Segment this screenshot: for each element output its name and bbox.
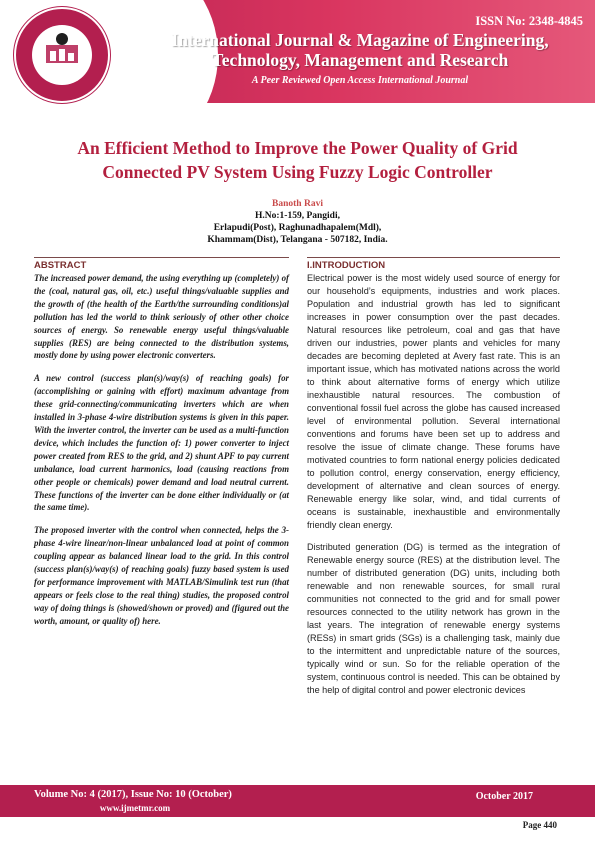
abstract-paragraph: The increased power demand, the using everything up (completely) of the (coal, natural gas, oil, etc.) useful things/valuable supplies and the growth of (the health of the Earth/the surrounding conditions)al pollution has led the world to think seriously of other other choice sources of energy. So renewable energy useful things/valuable supplies (RES) are being connected to the distribution systems, mostly done by using power electronic converters. <box>34 273 289 361</box>
journal-title-line1: International Journal & Magazine of Engineering, <box>171 30 549 50</box>
introduction-section <box>307 257 560 706</box>
journal-website-link[interactable]: www.ijmetmr.com <box>99 803 171 813</box>
section-divider <box>307 257 560 258</box>
abstract-heading: ABSTRACT <box>34 260 87 271</box>
journal-title-line2: Technology, Management and Research <box>211 50 509 70</box>
section-divider <box>34 257 289 258</box>
author-affiliation <box>0 210 595 246</box>
abstract-paragraph: A new control (success plan(s)/way(s) of reaching goals) for (accomplishing or gaining with effort) maximum advantage from these grid-connecting/communicating inverters which are when installed in 3-phase 4-wire distribution systems is given in this paper. With the inverter control, the inverter can be used as a multi-function device, which includes the function of: 1) power converter to inject power created from RES to the grid, and 2) shunt APF to pay current unbalance, load current harmonics, load (causing reactions from other people or chemicals) power demand and load neutral current. These functions of the inverter can be done either individually or (at the same time). <box>34 373 289 513</box>
introduction-paragraph: Distributed generation (DG) is termed as the integration of Renewable energy source (RES) at the distribution level. The number of distributed generation (DG) units, including both renewable and non renewable sources, for small rural communities not connected to the grid and for small power resources connected to the utility network has grown in the last years. The integration of renewable energy systems (RESs) in smart grids (SGs) is a challenging task, mainly due to the intermittent and unpredictable nature of the sources, typically wind or sun. So for the reliable operation of the system, continuous control is needed. This can be obtained by the help of digital control and power electronic devices <box>307 542 560 695</box>
abstract-section <box>34 257 289 638</box>
journal-footer <box>0 785 595 817</box>
issn-number: ISSN No: 2348-4845 <box>475 14 583 28</box>
paper-title-line2: Connected PV System Using Fuzzy Logic Controller <box>102 162 493 182</box>
issue-date: October 2017 <box>475 791 533 802</box>
page-number: Page 440 <box>522 820 557 830</box>
introduction-paragraph: Electrical power is the most widely used source of energy for our household’s equipments, industries and work places. Population and industrial growth has led to significant increases in power consumption over the past decades. Natural resources like petroleum, coal and gas that have driven our industries, power plants and vehicles for many decades are becoming depleted at Avery fast rate. This is an important issue, which has motivated nations across the world to think about alternative forms of energy which utilize inexhaustible natural resources. The combustion of conventional fossil fuel across the globe has caused increased level of environmental pollution. Several international conventions and forums have been set up to address and resolve the issue of climate change. These forums have motivated countries to form national energy policies dedicated to pollution control, energy conservation, energy efficiency, development of alternative and clean sources of energy. Renewable energy like solar, wind, and tidal currents of oceans is sustainable, inexhaustible and environmentally friendly clean energy. <box>307 273 560 530</box>
affiliation-line3: Khammam(Dist), Telangana - 507182, India. <box>207 235 388 245</box>
journal-logo <box>14 7 110 103</box>
affiliation-line2: Erlapudi(Post), Raghunadhapalem(Mdl), <box>213 223 382 233</box>
journal-subtitle: A Peer Reviewed Open Access International Journal <box>251 75 469 86</box>
volume-issue: Volume No: 4 (2017), Issue No: 10 (October) <box>34 789 232 800</box>
paper-title <box>40 136 555 184</box>
introduction-heading: I.INTRODUCTION <box>307 260 386 271</box>
logo-emblem-icon <box>16 9 108 101</box>
author-name: Banoth Ravi <box>272 199 323 209</box>
abstract-paragraph: The proposed inverter with the control when connected, helps the 3-phase 4-wire linear/non-linear unbalanced load at point of common coupling appear as balanced linear load to the grid. In this control (success plan(s)/way(s) of reaching goals) fuzzy based system is used for performance improvement with MATLAB/Simulink test run (that appears or feels close to the real thing) studies, the proposed control way of doing things is (showed/shown or proved) and (figured out the worth, amount, or quality of) here. <box>34 525 289 626</box>
affiliation-line1: H.No:1-159, Pangidi, <box>255 211 340 221</box>
logo-abbreviation: IJMETMR <box>46 76 78 83</box>
paper-title-line1: An Efficient Method to Improve the Power Quality of Grid <box>77 138 518 158</box>
journal-title <box>130 30 590 70</box>
